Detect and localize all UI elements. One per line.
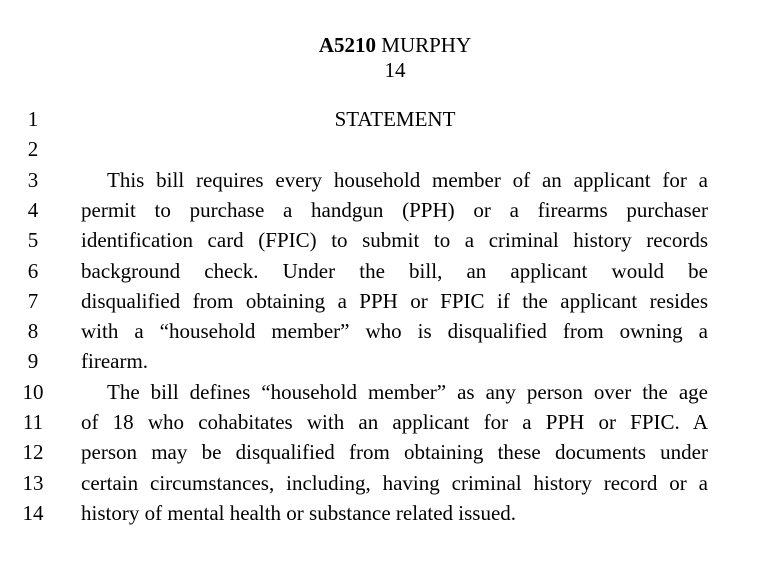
document-line: [0, 104, 770, 134]
line-number: 9: [27, 349, 39, 374]
document-line: [0, 346, 770, 376]
line-text: The bill defines “household member” as any person over the age: [107, 379, 708, 404]
document-line: [0, 437, 770, 467]
line-number: 1: [27, 107, 39, 131]
document-line: [0, 165, 770, 195]
line-number: 4: [27, 197, 39, 222]
document-line: [0, 498, 770, 528]
bill-header: [0, 33, 770, 57]
line-number: 2: [27, 137, 39, 162]
line-text: with a “household member” who is disqualified from owning a: [81, 319, 708, 344]
line-number: 3: [27, 167, 39, 192]
document-line: [0, 195, 770, 225]
section-heading: STATEMENT: [334, 107, 456, 131]
line-text: person may be disqualified from obtaining these documents under: [81, 440, 708, 465]
line-text: firearm.: [81, 349, 149, 374]
line-number: 13: [22, 470, 44, 495]
document-line: [0, 256, 770, 286]
line-number: 7: [27, 288, 39, 313]
document-line: [0, 316, 770, 346]
document-line: [0, 377, 770, 407]
document-line: [0, 134, 770, 164]
line-text: history of mental health or substance related issued.: [81, 500, 517, 525]
document-line: [0, 286, 770, 316]
line-number: 10: [22, 379, 44, 404]
line-number: 11: [22, 410, 44, 434]
bill-number: A5210: [318, 33, 377, 57]
line-number: 5: [27, 228, 39, 253]
bill-sponsor: MURPHY: [381, 33, 472, 57]
document-line: [0, 407, 770, 437]
line-text: identification card (FPIC) to submit to a criminal history records: [81, 228, 708, 253]
line-text: disqualified from obtaining a PPH or FPIC if the applicant resides: [81, 288, 708, 313]
document-line: [0, 225, 770, 255]
line-text: permit to purchase a handgun (PPH) or a firearms purchaser: [81, 197, 708, 222]
page-number: 14: [384, 58, 406, 82]
line-text: of 18 who cohabitates with an applicant for a PPH or FPIC. A: [81, 410, 708, 434]
document-line: [0, 468, 770, 498]
line-number: 8: [27, 319, 39, 344]
line-text: This bill requires every household member of an applicant for a: [107, 167, 708, 192]
line-number: 6: [27, 258, 39, 283]
line-text: certain circumstances, including, having criminal history record or a: [81, 470, 708, 495]
line-text: background check. Under the bill, an applicant would be: [81, 258, 708, 283]
line-number: 12: [22, 440, 44, 465]
line-number: 14: [22, 500, 44, 525]
